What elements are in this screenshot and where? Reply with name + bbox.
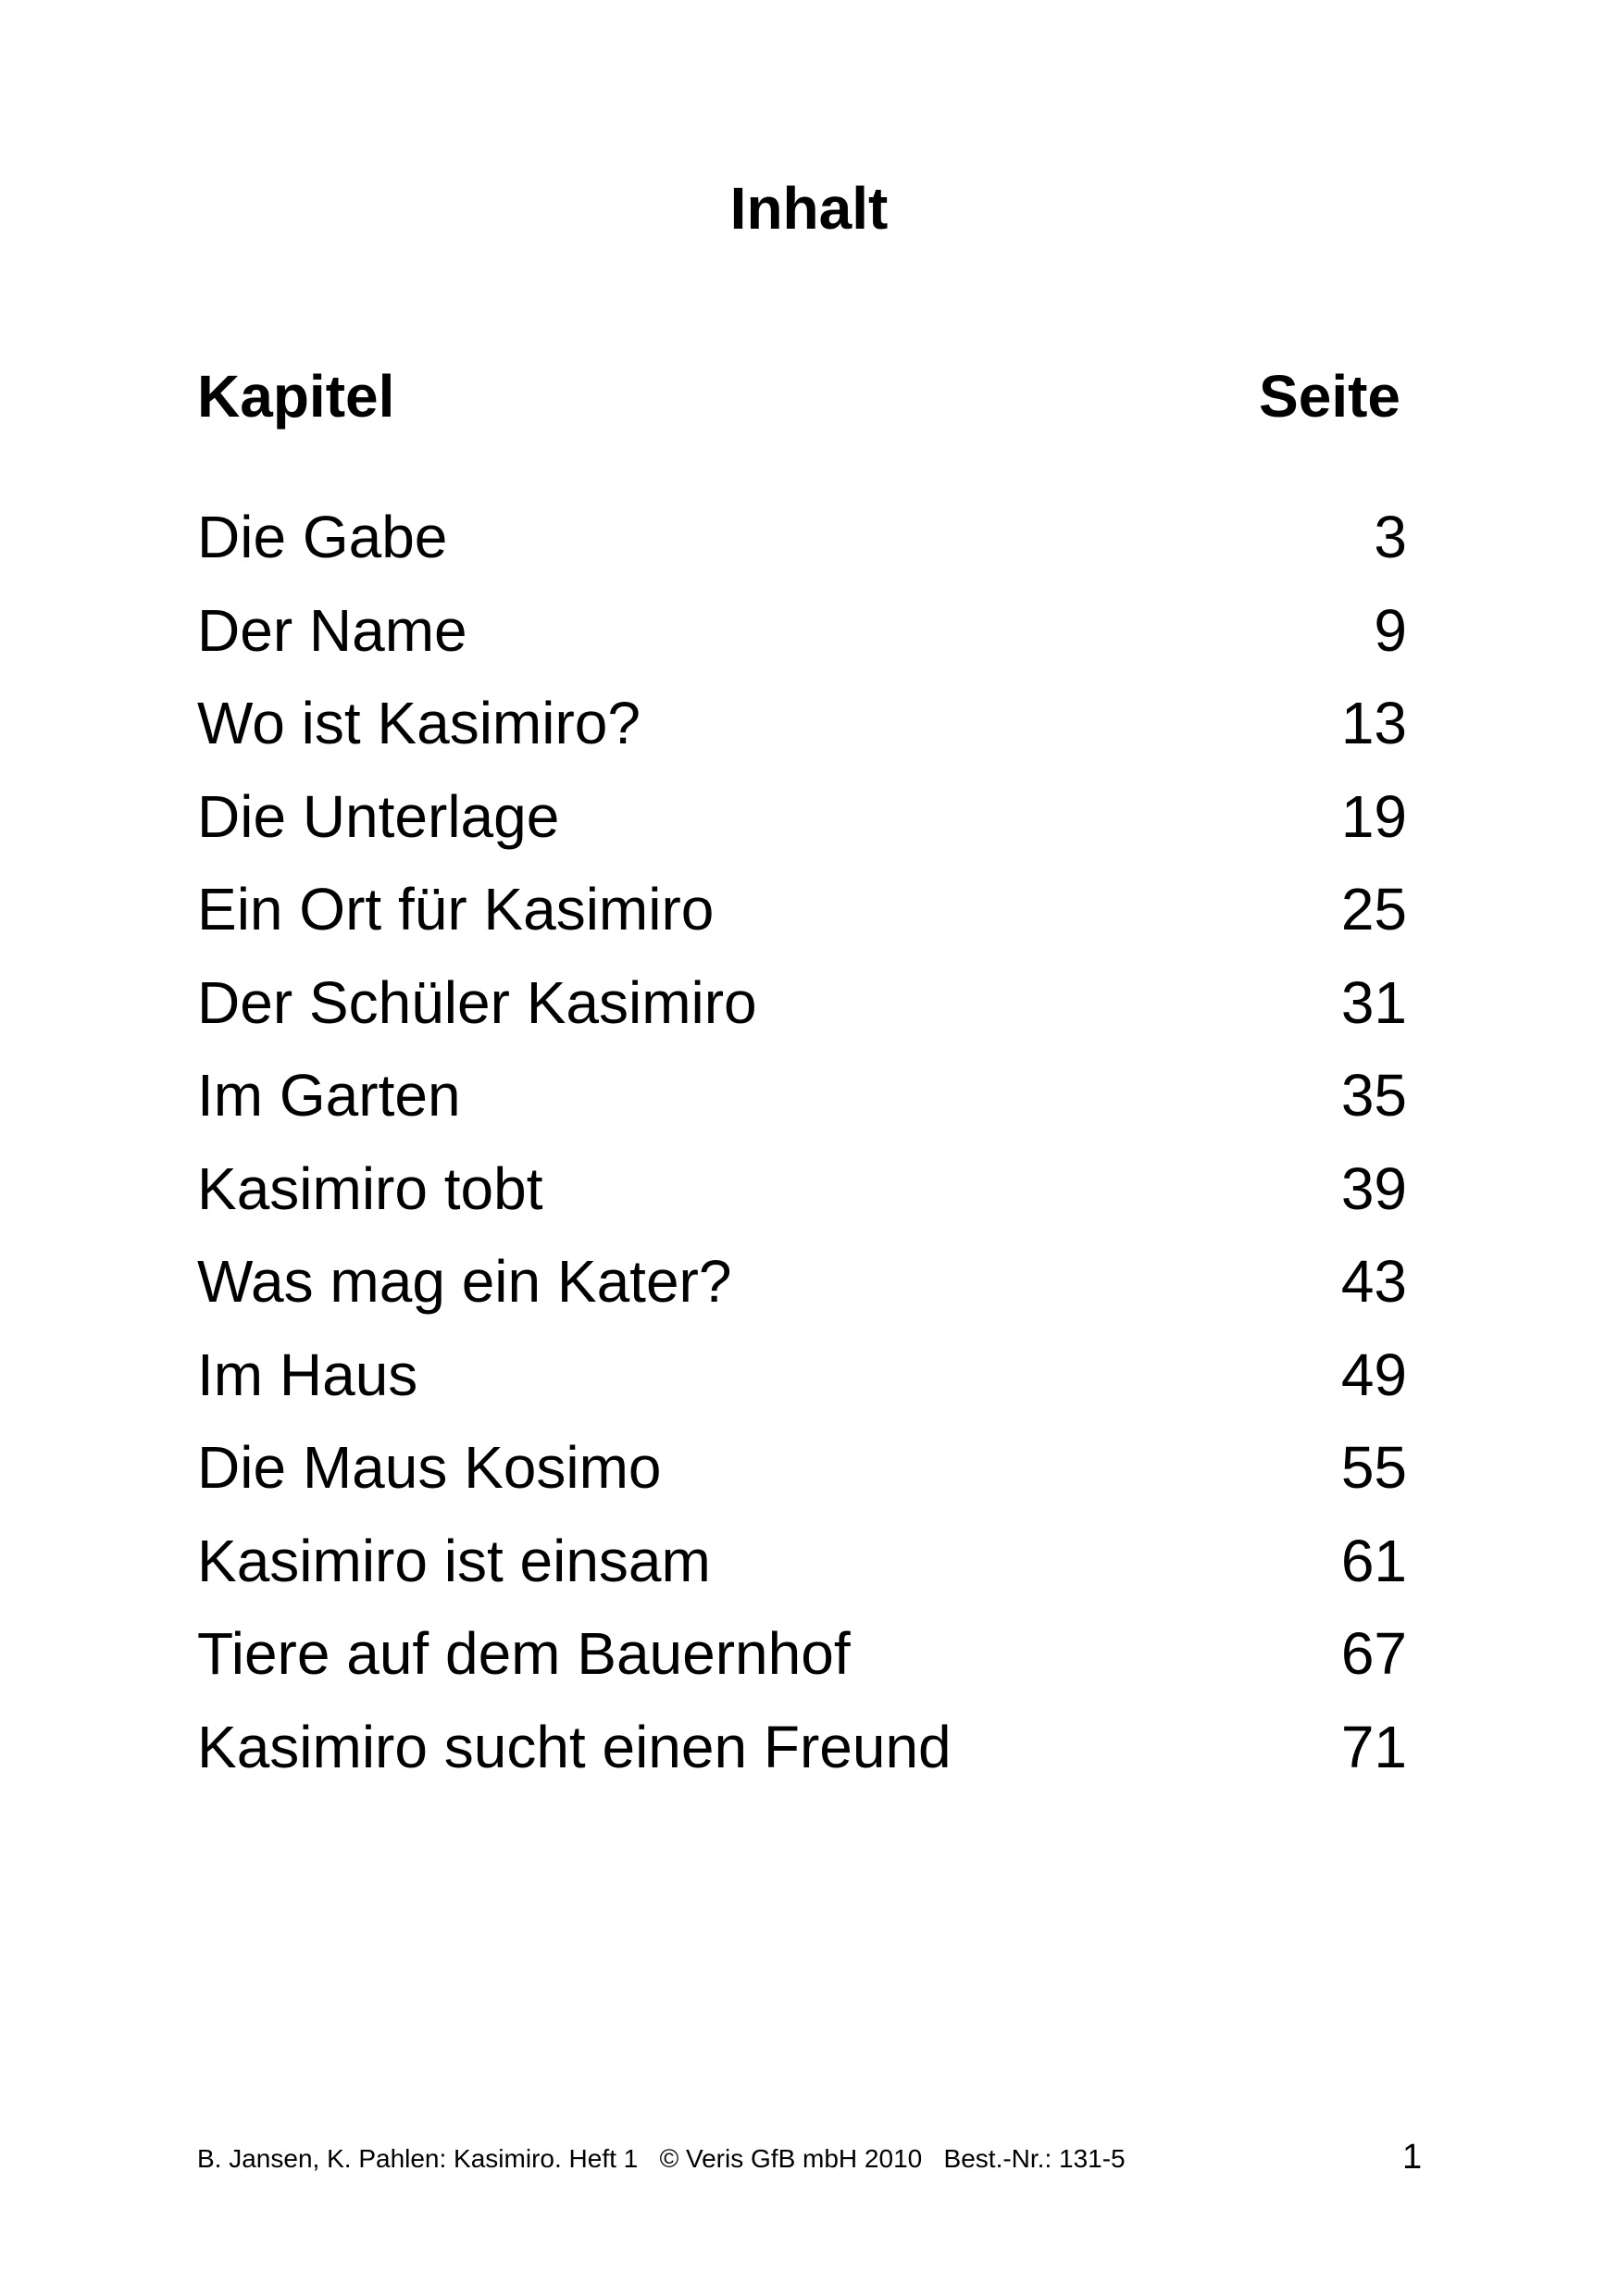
toc-entry-page: 31 <box>1340 968 1407 1036</box>
toc-entry-title: Kasimiro tobt <box>197 1154 543 1222</box>
table-of-contents <box>197 500 1407 1803</box>
toc-entry-title: Im Haus <box>197 1341 418 1408</box>
toc-entry-page: 13 <box>1340 690 1407 756</box>
toc-entry-page: 19 <box>1340 782 1407 850</box>
toc-entry-title: Die Maus Kosimo <box>197 1434 662 1501</box>
page-title: Inhalt <box>729 175 889 242</box>
toc-entry-page: 67 <box>1340 1620 1407 1687</box>
toc-entry-title: Was mag ein Kater? <box>197 1248 732 1315</box>
page-column-header: Seite <box>1259 363 1400 430</box>
toc-entry <box>197 686 1407 780</box>
toc-entry <box>197 1524 1407 1617</box>
toc-entry-title: Ein Ort für Kasimiro <box>197 876 715 942</box>
toc-entry-title: Der Name <box>197 596 467 664</box>
toc-entry-title: Die Unterlage <box>197 782 560 850</box>
toc-entry <box>197 1338 1407 1431</box>
toc-entry-page: 25 <box>1340 876 1407 942</box>
toc-entry <box>197 780 1407 873</box>
toc-entry-page: 49 <box>1340 1341 1407 1408</box>
toc-entry <box>197 1710 1407 1803</box>
toc-entry-title: Die Gabe <box>197 504 448 570</box>
toc-entry-page: 35 <box>1340 1062 1407 1129</box>
toc-entry-page: 55 <box>1340 1434 1407 1501</box>
toc-entry-page: 43 <box>1340 1248 1407 1315</box>
toc-header <box>197 359 1400 433</box>
page-number: 1 <box>1402 2138 1423 2177</box>
toc-entry-title: Kasimiro ist einsam <box>197 1527 711 1594</box>
footer-citation: B. Jansen, K. Pahlen: Kasimiro. Heft 1 © Veris GfB mbH 2010 Best.-Nr.: 131-5 <box>197 2144 1126 2173</box>
toc-entry-title: Wo ist Kasimiro? <box>197 690 641 756</box>
toc-entry <box>197 1152 1407 1245</box>
chapter-column-header: Kapitel <box>197 363 395 430</box>
toc-entry <box>197 500 1407 593</box>
toc-entry <box>197 1430 1407 1524</box>
toc-entry <box>197 1058 1407 1152</box>
toc-entry-page: 9 <box>1374 596 1407 664</box>
toc-entry-page: 39 <box>1340 1154 1407 1222</box>
toc-entry-title: Im Garten <box>197 1062 461 1129</box>
toc-entry-title: Der Schüler Kasimiro <box>197 968 757 1036</box>
toc-entry-page: 3 <box>1374 504 1407 570</box>
toc-entry <box>197 966 1407 1059</box>
toc-entry-title: Kasimiro sucht einen Freund <box>197 1713 952 1780</box>
toc-entry-title: Tiere auf dem Bauernhof <box>197 1620 851 1687</box>
toc-entry <box>197 1616 1407 1710</box>
toc-entry-page: 71 <box>1340 1713 1407 1780</box>
toc-entry <box>197 1244 1407 1338</box>
toc-entry <box>197 593 1407 687</box>
toc-entry <box>197 872 1407 966</box>
toc-entry-page: 61 <box>1340 1527 1407 1594</box>
